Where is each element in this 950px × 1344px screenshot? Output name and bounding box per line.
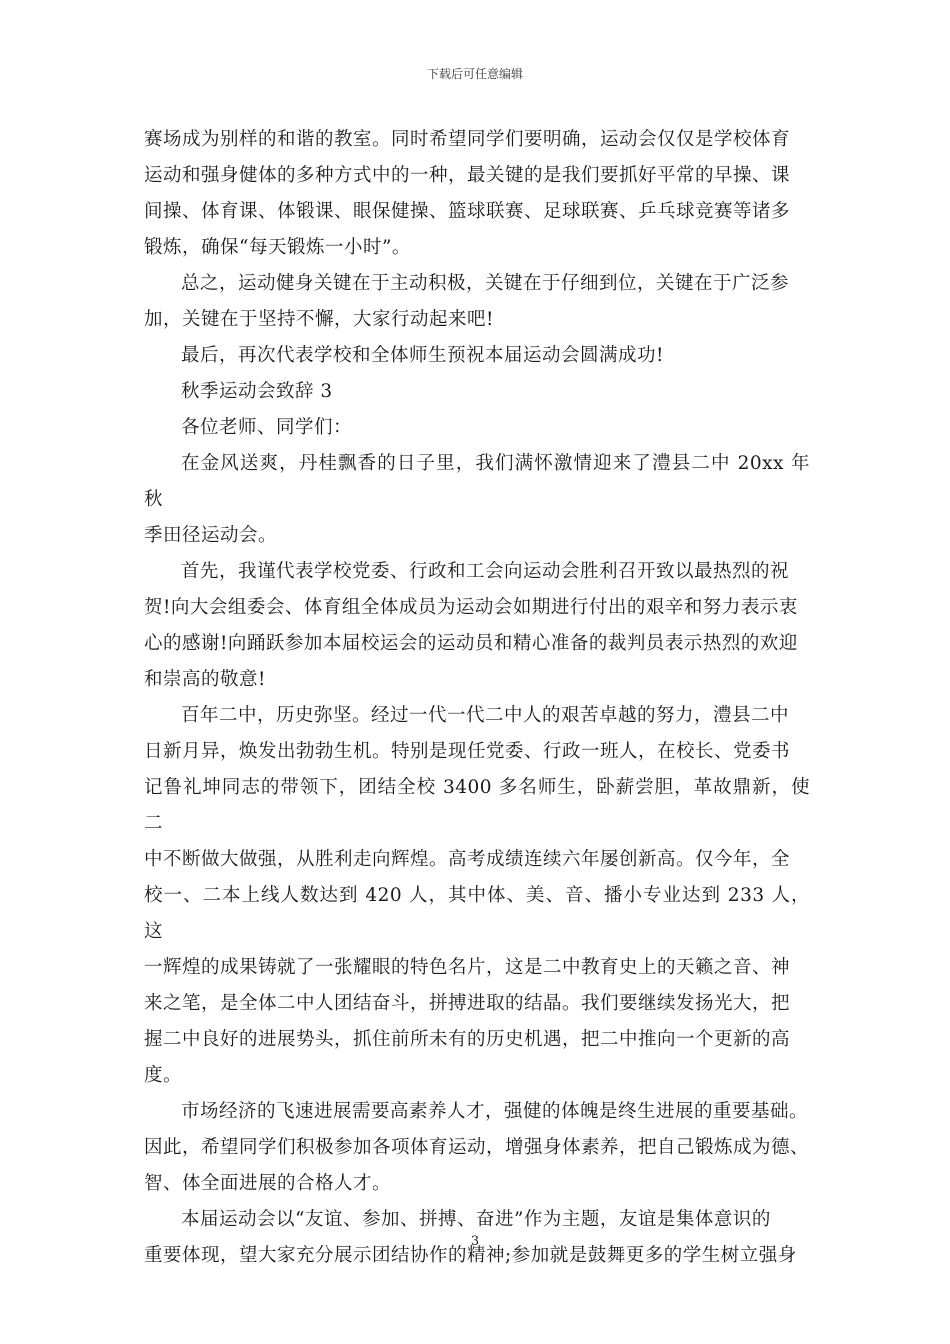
text-line: 校一、二本上线人数达到 420 人，其中体、美、音、播小专业达到 233 人，这 <box>144 885 810 942</box>
paragraph <box>144 338 810 374</box>
text-line: 间操、体育课、体锻课、眼保健操、篮球联赛、足球联赛、乒乓球竞赛等诸多 <box>144 201 791 222</box>
text-line: 首先，我谨代表学校党委、行政和工会向运动会胜利召开致以最热烈的祝 <box>181 561 790 582</box>
page-header: 下载后可任意编辑 <box>426 67 523 81</box>
paragraph <box>144 374 810 410</box>
text-line: 在金风送爽，丹桂飘香的日子里，我们满怀激情迎来了澧县二中 20xx 年秋 <box>144 453 810 510</box>
text-line: 百年二中，历史弥坚。经过一代一代二中人的艰苦卓越的努力，澧县二中 <box>181 705 790 726</box>
text-line: 因此，希望同学们积极参加各项体育运动，增强身体素养，把自己锻炼成为德、 <box>144 1137 810 1158</box>
text-line: 度。 <box>144 1065 183 1086</box>
page-number: 3 <box>470 1234 480 1249</box>
text-line: 最后，再次代表学校和全体师生预祝本届运动会圆满成功! <box>181 345 664 366</box>
text-line: 智、体全面进展的合格人才。 <box>144 1173 392 1194</box>
text-line: 各位老师、同学们： <box>181 417 353 438</box>
text-line: 心的感谢!向踊跃参加本届校运会的运动员和精心准备的裁判员表示热烈的欢迎 <box>144 633 798 654</box>
text-line: 和崇高的敬意! <box>144 669 266 690</box>
text-line: 秋季运动会致辞 3 <box>181 381 333 402</box>
text-line: 握二中良好的进展势头，抓住前所未有的历史机遇，把二中推向一个更新的高 <box>144 1029 791 1050</box>
text-line: 本届运动会以“友谊、参加、拼搏、奋进”作为主题，友谊是集体意识的 <box>181 1209 771 1230</box>
text-line: 锻炼，确保“每天锻炼一小时”。 <box>144 237 411 258</box>
document-body <box>144 122 810 1274</box>
text-line: 运动和强身健体的多种方式中的一种，最关键的是我们要抓好平常的早操、课 <box>144 165 791 186</box>
paragraph <box>144 122 810 266</box>
paragraph <box>144 698 810 1094</box>
text-line: 加，关键在于坚持不懈，大家行动起来吧! <box>144 309 494 330</box>
text-line: 季田径运动会。 <box>144 525 278 546</box>
text-line: 总之，运动健身关键在于主动积极，关键在于仔细到位，关键在于广泛参 <box>181 273 790 294</box>
text-line: 贺!向大会组委会、体育组全体成员为运动会如期进行付出的艰辛和努力表示衷 <box>144 597 798 618</box>
text-line: 日新月异，焕发出勃勃生机。特别是现任党委、行政一班人，在校长、党委书 <box>144 741 791 762</box>
paragraph <box>144 446 810 554</box>
paragraph <box>144 266 810 338</box>
text-line: 中不断做大做强，从胜利走向辉煌。高考成绩连续六年屡创新高。仅今年，全 <box>144 849 791 870</box>
paragraph <box>144 554 810 698</box>
text-line: 来之笔，是全体二中人团结奋斗，拼搏进取的结晶。我们要继续发扬光大，把 <box>144 993 791 1014</box>
text-line: 一辉煌的成果铸就了一张耀眼的特色名片，这是二中教育史上的天籁之音、神 <box>144 957 791 978</box>
text-line: 赛场成为别样的和谐的教室。同时希望同学们要明确，运动会仅仅是学校体育 <box>144 129 791 150</box>
paragraph <box>144 410 810 446</box>
text-line: 市场经济的飞速进展需要高素养人才，强健的体魄是终生进展的重要基础。 <box>181 1101 809 1122</box>
text-line: 记鲁礼坤同志的带领下，团结全校 3400 多名师生，卧薪尝胆，革故鼎新，使二 <box>144 777 810 834</box>
paragraph <box>144 1094 810 1202</box>
text-line: 重要体现，望大家充分展示团结协作的精神;参加就是鼓舞更多的学生树立强身 <box>144 1245 797 1266</box>
